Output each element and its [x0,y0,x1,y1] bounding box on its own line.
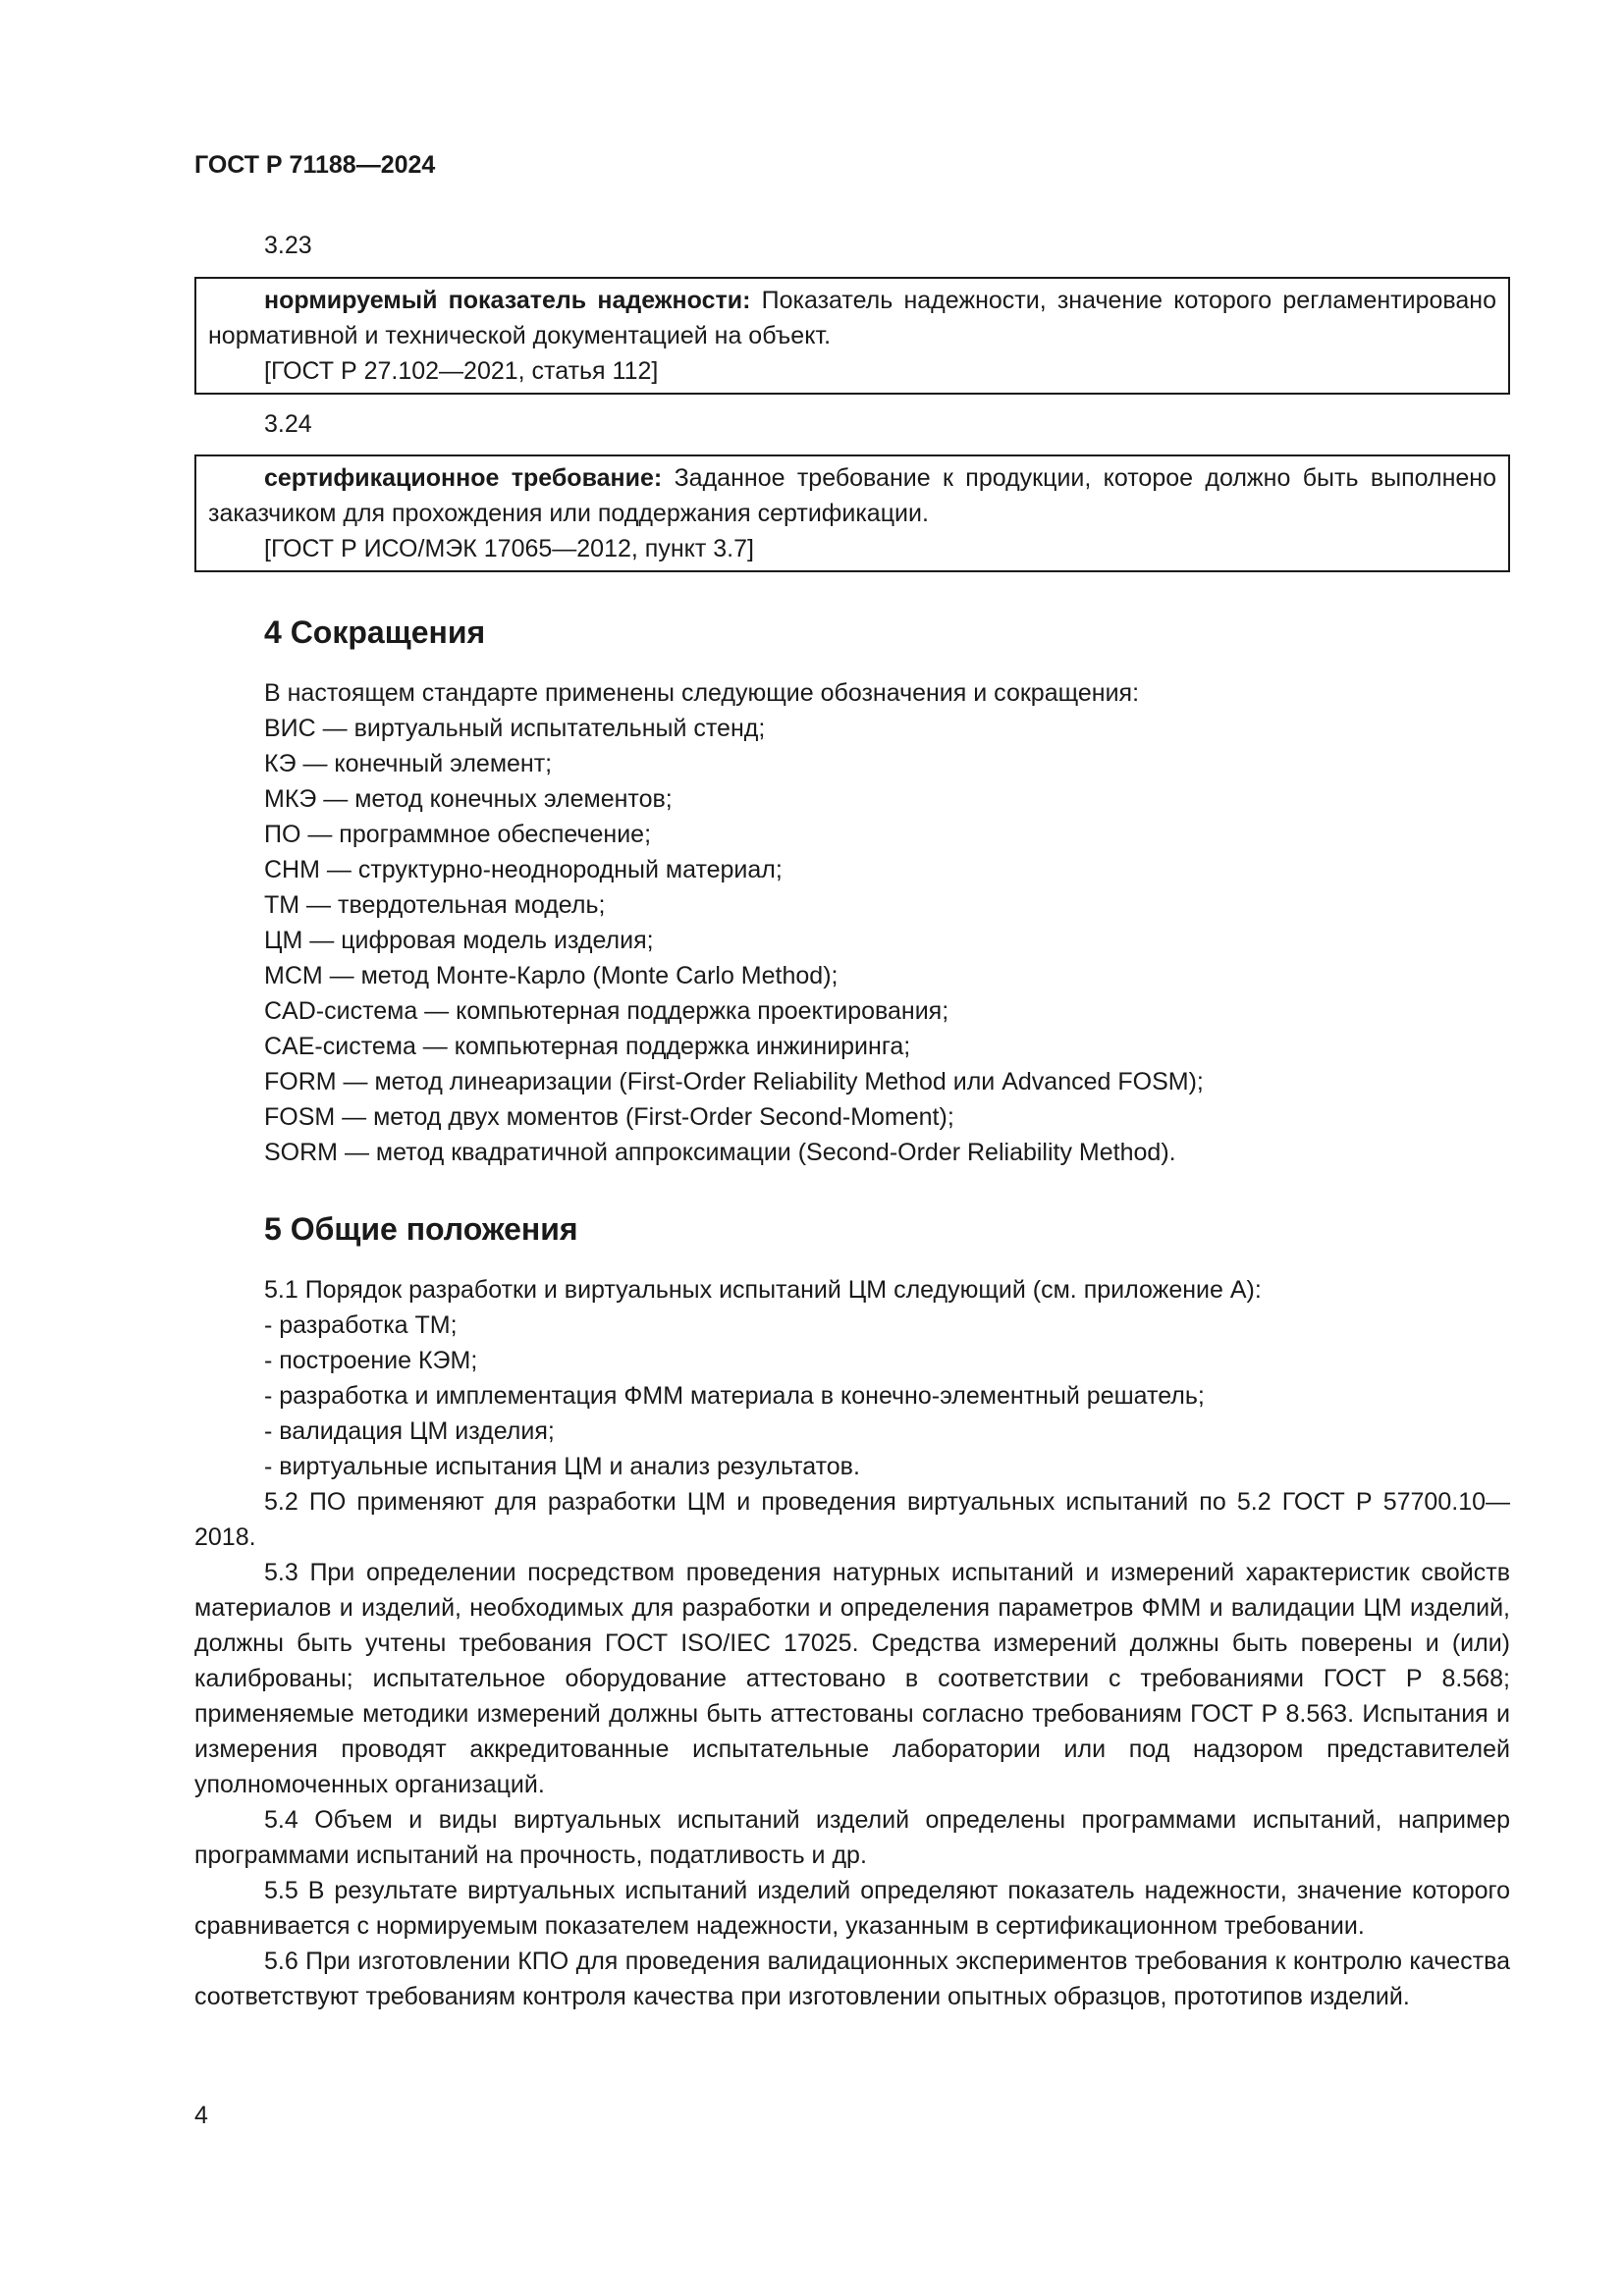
abbreviations-intro: В настоящем стандарте применены следующие обозначения и сокращения: [264,679,1140,707]
term-definition: Показатель надежности, значение которого регламентировано нормативной и технической документацией на объект. [208,287,1496,349]
list-item: MCM — метод Монте-Карло (Monte Carlo Method); [264,962,839,989]
paragraph-5-1: 5.1 Порядок разработки и виртуальных испытаний ЦМ следующий (см. приложение А): [264,1276,1262,1304]
term-source: [ГОСТ Р ИСО/МЭК 17065—2012, пункт 3.7] [264,535,754,562]
list-item: CAD-система — компьютерная поддержка проектирования; [264,997,949,1025]
list-item: FORM — метод линеаризации (First-Order Reliability Method или Advanced FOSM); [264,1068,1204,1095]
paragraph-5-6: 5.6 При изготовлении КПО для проведения валидационных экспериментов требования к контролю качества соответствуют требованиям контроля качества при изготовлении опытных образцов, прототипов изделий. [194,1948,1510,2010]
list-item: МКЭ — метод конечных элементов; [264,785,673,813]
section-body [194,1272,1510,2014]
term-number: 3.24 [264,410,312,438]
term-name: нормируемый показатель надежности: [264,287,751,314]
term-definition-paragraph [208,460,1496,531]
paragraph-5-5: 5.5 В результате виртуальных испытаний изделий определяют показатель надежности, значение которого сравнивается с нормируемым показателем надежности, указанным в сертификационном требовании. [194,1877,1510,1940]
paragraph-5-3: 5.3 При определении посредством проведения натурных испытаний и измерений характеристик свойств материалов и изделий, необходимых для разработки и определения параметров ФММ и валидации ЦМ изделий, должны быть учтены требования ГОСТ ISO/IEC 17025. Средства измерений должны быть поверены и (или) калиброваны; испытательное оборудование аттестовано в соответствии с требованиями ГОСТ Р 8.568; применяемые методики измерений должны быть аттестованы согласно требованиям ГОСТ Р 8.563. Испытания и измерения проводят аккредитованные испытательные лаборатории или под надзором представителей уполномоченных организаций. [194,1559,1510,1798]
section-heading: 4 Сокращения [264,614,486,650]
list-item: - разработка ТМ; [264,1311,458,1339]
term-box [194,277,1510,395]
list-item: SORM — метод квадратичной аппроксимации (Second-Order Reliability Method). [264,1139,1176,1166]
term-source: [ГОСТ Р 27.102—2021, статья 112] [264,357,659,385]
list-item: ПО — программное обеспечение; [264,821,652,848]
term-box [194,454,1510,572]
list-item: - разработка и имплементация ФММ материала в конечно-элементный решатель; [264,1382,1205,1410]
term-number: 3.23 [264,232,312,259]
list-item: CAE-система — компьютерная поддержка инжиниринга; [264,1033,911,1060]
list-item: СНМ — структурно-неоднородный материал; [264,856,783,883]
term-definition-paragraph [208,283,1496,353]
list-item: ЦМ — цифровая модель изделия; [264,927,654,954]
list-item: ВИС — виртуальный испытательный стенд; [264,715,766,742]
list-item: - виртуальные испытания ЦМ и анализ результатов. [264,1453,860,1480]
list-item: FOSM — метод двух моментов (First-Order Second-Moment); [264,1103,954,1131]
list-item: - валидация ЦМ изделия; [264,1417,555,1445]
list-item: - построение КЭМ; [264,1347,478,1374]
paragraph-5-2: 5.2 ПО применяют для разработки ЦМ и проведения виртуальных испытаний по 5.2 ГОСТ Р 57700.10—2018. [194,1488,1510,1551]
document-header: ГОСТ Р 71188—2024 [194,151,436,179]
section-heading: 5 Общие положения [264,1211,578,1247]
term-definition: Заданное требование к продукции, которое должно быть выполнено заказчиком для прохождения или поддержания сертификации. [208,464,1496,527]
abbreviations-list [194,675,1510,1170]
term-name: сертификационное требование: [264,464,663,492]
list-item: КЭ — конечный элемент; [264,750,553,777]
list-item: ТМ — твердотельная модель; [264,891,606,919]
paragraph-5-4: 5.4 Объем и виды виртуальных испытаний изделий определены программами испытаний, например программами испытаний на прочность, податливость и др. [194,1806,1510,1869]
page-number: 4 [194,2102,208,2129]
